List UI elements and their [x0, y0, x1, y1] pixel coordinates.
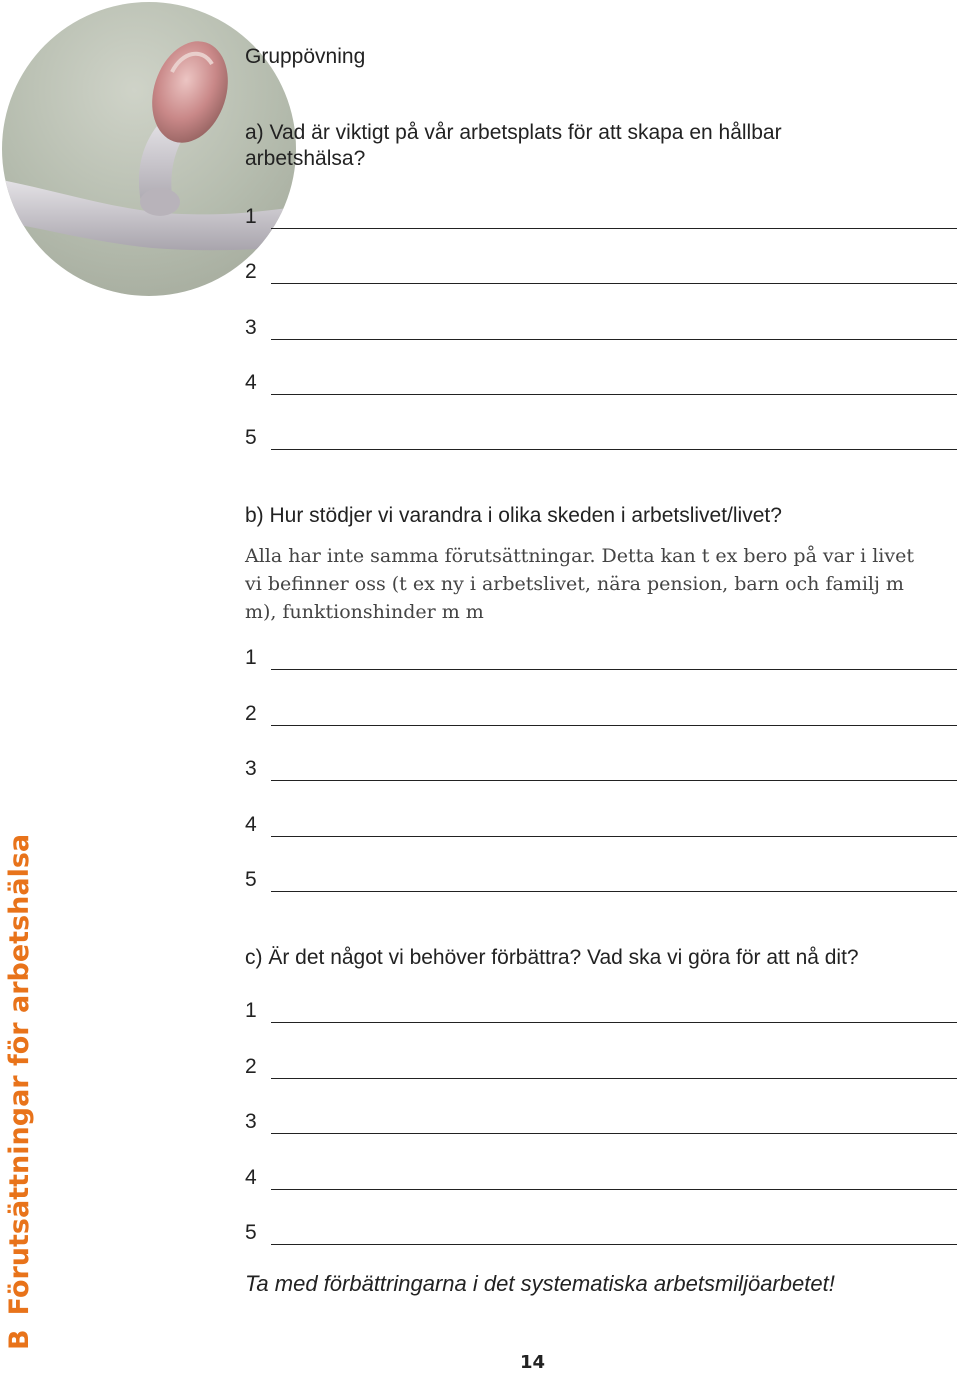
- answer-row-b-5[interactable]: [245, 866, 957, 894]
- chapter-title: Förutsättningar för arbetshälsa: [4, 833, 35, 1316]
- row-number: 1: [245, 646, 257, 669]
- row-number: 5: [245, 1221, 257, 1244]
- answer-line: [271, 283, 957, 284]
- answer-line: [271, 891, 957, 892]
- answer-row-c-5[interactable]: [245, 1219, 957, 1247]
- chapter-sidebar: [2, 830, 38, 1350]
- row-number: 5: [245, 426, 257, 449]
- row-number: 4: [245, 813, 257, 836]
- question-b: b) Hur stödjer vi varandra i olika skeden i arbetslivet/livet?: [245, 504, 782, 527]
- answer-line: [271, 725, 957, 726]
- answer-line: [271, 1244, 957, 1245]
- answer-row-a-1[interactable]: [245, 203, 957, 231]
- answer-row-c-1[interactable]: [245, 997, 957, 1025]
- answer-line: [271, 394, 957, 395]
- answer-line: [271, 1189, 957, 1190]
- answer-row-b-2[interactable]: [245, 700, 957, 728]
- row-number: 1: [245, 205, 257, 228]
- question-b-note: Alla har inte samma förutsättningar. Detta kan t ex bero på var i livet vi befinner oss (t ex ny i arbetslivet, nära pension, barn och familj m m), funktionshinder m m: [245, 545, 914, 623]
- answer-line: [271, 1133, 957, 1134]
- answer-row-c-3[interactable]: [245, 1108, 957, 1136]
- answer-line: [271, 1022, 957, 1023]
- answer-row-c-2[interactable]: [245, 1053, 957, 1081]
- row-number: 3: [245, 757, 257, 780]
- chapter-letter: B: [4, 1329, 35, 1350]
- answer-line: [271, 780, 957, 781]
- page-heading: Gruppövning: [245, 45, 366, 68]
- row-number: 2: [245, 1055, 257, 1078]
- row-number: 4: [245, 1166, 257, 1189]
- answer-line: [271, 669, 957, 670]
- row-number: 1: [245, 999, 257, 1022]
- row-number: 5: [245, 868, 257, 891]
- answer-row-a-5[interactable]: [245, 424, 957, 452]
- answer-line: [271, 836, 957, 837]
- answer-row-b-3[interactable]: [245, 755, 957, 783]
- sidebar-text: [2, 830, 38, 1350]
- answer-row-a-4[interactable]: [245, 369, 957, 397]
- answer-line: [271, 449, 957, 450]
- answer-line: [271, 1078, 957, 1079]
- row-number: 3: [245, 1110, 257, 1133]
- closing-note: Ta med förbättringarna i det systematiska arbetsmiljöarbetet!: [245, 1271, 835, 1296]
- page-number: 14: [520, 1352, 546, 1373]
- row-number: 4: [245, 371, 257, 394]
- row-number: 2: [245, 260, 257, 283]
- answer-row-a-2[interactable]: [245, 258, 957, 286]
- answer-row-a-3[interactable]: [245, 314, 957, 342]
- answer-row-b-1[interactable]: [245, 644, 957, 672]
- question-a: a) Vad är viktigt på vår arbetsplats för att skapa en hållbar arbetshälsa?: [245, 121, 782, 170]
- row-number: 3: [245, 316, 257, 339]
- question-c: c) Är det något vi behöver förbättra? Vad ska vi göra för att nå dit?: [245, 946, 859, 969]
- answer-row-b-4[interactable]: [245, 811, 957, 839]
- answer-line: [271, 339, 957, 340]
- answer-row-c-4[interactable]: [245, 1164, 957, 1192]
- answer-line: [271, 228, 957, 229]
- row-number: 2: [245, 702, 257, 725]
